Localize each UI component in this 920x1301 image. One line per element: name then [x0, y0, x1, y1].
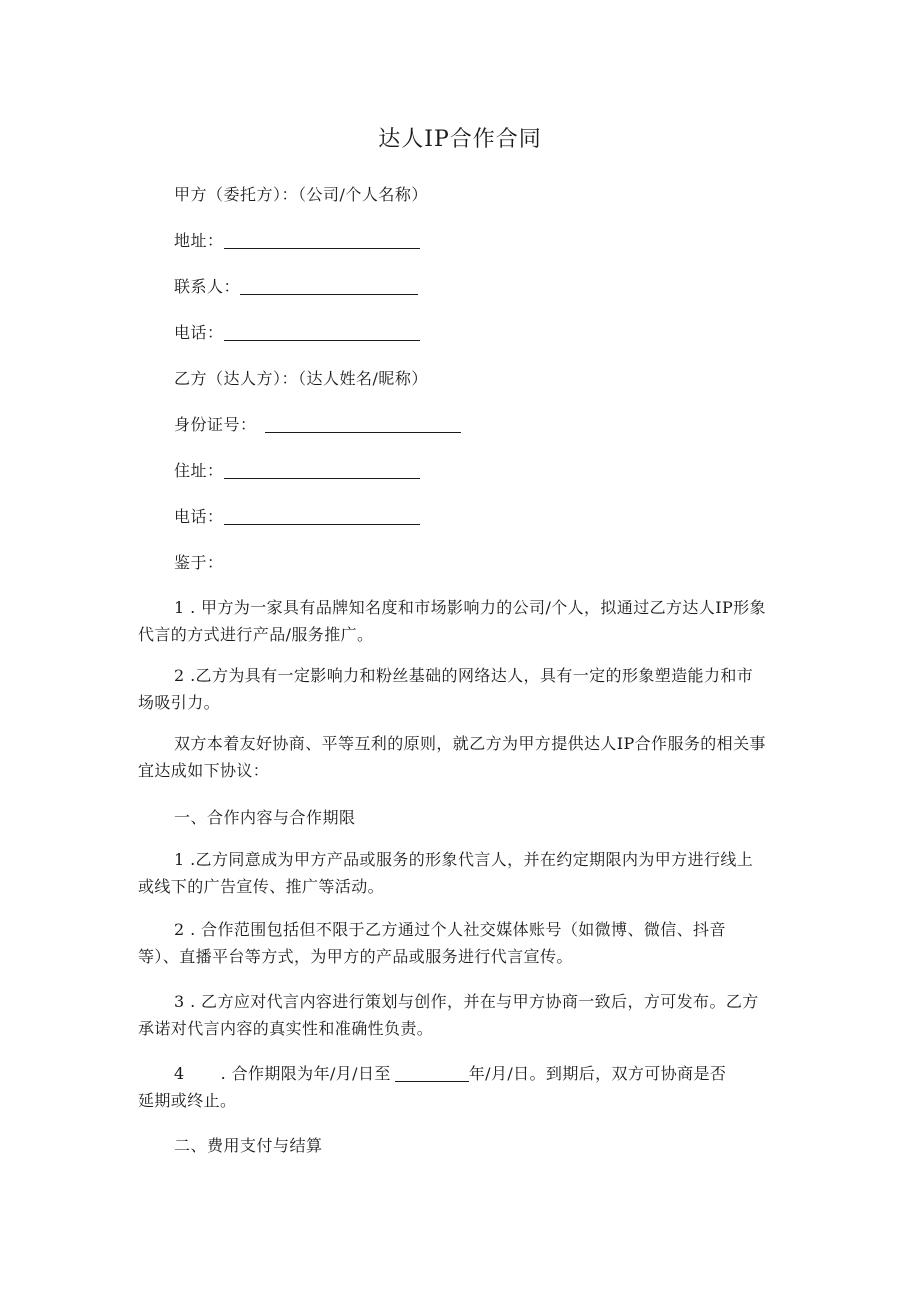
party-b-phone-blank[interactable] — [224, 508, 420, 525]
clause-1-3-line-2: 承诺对代言内容的真实性和准确性负责。 — [138, 1019, 434, 1038]
whereas-label: 鉴于： — [174, 553, 224, 572]
section-2-heading: 二、费用支付与结算 — [174, 1136, 323, 1155]
party-a-heading: 甲方（委托方）：（公司/个人名称） — [174, 185, 428, 204]
party-b-heading: 乙方（达人方）：（达人姓名/昵称） — [174, 369, 428, 388]
clause-1-2-line-2: 等）、直播平台等方式，为甲方的产品或服务进行代言宣传。 — [138, 947, 573, 966]
clause-1-2-line-1: 2 . 合作范围包括但不限于乙方通过个人社交媒体账号（如微博、微信、抖音 — [174, 920, 726, 939]
party-b-residence-blank[interactable] — [224, 462, 420, 479]
party-a-contact-blank[interactable] — [240, 278, 418, 295]
clause-1-4 — [138, 1060, 788, 1114]
recital-2-line-1: 2 .乙方为具有一定影响力和粉丝基础的网络达人，具有一定的形象塑造能力和市 — [174, 666, 754, 685]
party-a-address-label: 地址： — [174, 231, 224, 250]
clause-1-4-text-a: . 合作期限为年/月/日至 — [220, 1064, 391, 1083]
party-b-residence-label: 住址： — [174, 461, 224, 480]
recital-1-line-2: 代言的方式进行产品/服务推广。 — [138, 625, 374, 644]
clause-1-2 — [138, 916, 788, 970]
recital-1 — [138, 594, 788, 648]
contract-title: 达人IP合作合同 — [378, 127, 542, 152]
party-b-residence-line — [174, 458, 420, 481]
party-b-id-line — [174, 412, 461, 435]
clause-1-1-line-1: 1 .乙方同意成为甲方产品或服务的形象代言人，并在约定期限内为甲方进行线上 — [174, 850, 754, 869]
recital-2 — [138, 662, 788, 716]
clause-1-1-line-2: 或线下的广告宣传、推广等活动。 — [138, 877, 385, 896]
party-b-id-blank[interactable] — [265, 416, 461, 433]
clause-1-3 — [138, 988, 788, 1042]
party-b-phone-label: 电话： — [174, 507, 224, 526]
clause-1-1 — [138, 846, 788, 900]
agreement-intro — [138, 730, 788, 784]
clause-1-4-line-2: 延期或终止。 — [138, 1091, 237, 1110]
party-a-phone-label: 电话： — [174, 323, 224, 342]
clause-1-3-line-1: 3 . 乙方应对代言内容进行策划与创作，并在与甲方协商一致后，方可发布。乙方 — [174, 992, 759, 1011]
party-a-contact-label: 联系人： — [174, 277, 241, 296]
recital-2-line-2: 场吸引力。 — [138, 693, 221, 712]
clause-1-4-number: 4 — [174, 1064, 185, 1083]
party-b-phone-line — [174, 504, 420, 527]
party-a-phone-blank[interactable] — [224, 324, 420, 341]
party-a-contact-line — [174, 274, 418, 297]
section-1-heading: 一、合作内容与合作期限 — [174, 808, 356, 827]
party-a-address-blank[interactable] — [224, 232, 420, 249]
agreement-intro-line-2: 宜达成如下协议： — [138, 761, 270, 780]
party-b-id-label: 身份证号： — [174, 415, 257, 434]
party-a-phone-line — [174, 320, 420, 343]
clause-1-4-line-1 — [138, 1060, 788, 1087]
recital-1-line-1: 1 . 甲方为一家具有品牌知名度和市场影响力的公司/个人，拟通过乙方达人IP形象 — [174, 598, 766, 617]
clause-1-4-text-b: 年/月/日。到期后，双方可协商是否 — [468, 1064, 727, 1083]
party-a-address-line — [174, 228, 420, 251]
agreement-intro-line-1: 双方本着友好协商、平等互利的原则，就乙方为甲方提供达人IP合作服务的相关事 — [174, 734, 766, 753]
clause-1-4-date-blank[interactable] — [395, 1065, 469, 1082]
